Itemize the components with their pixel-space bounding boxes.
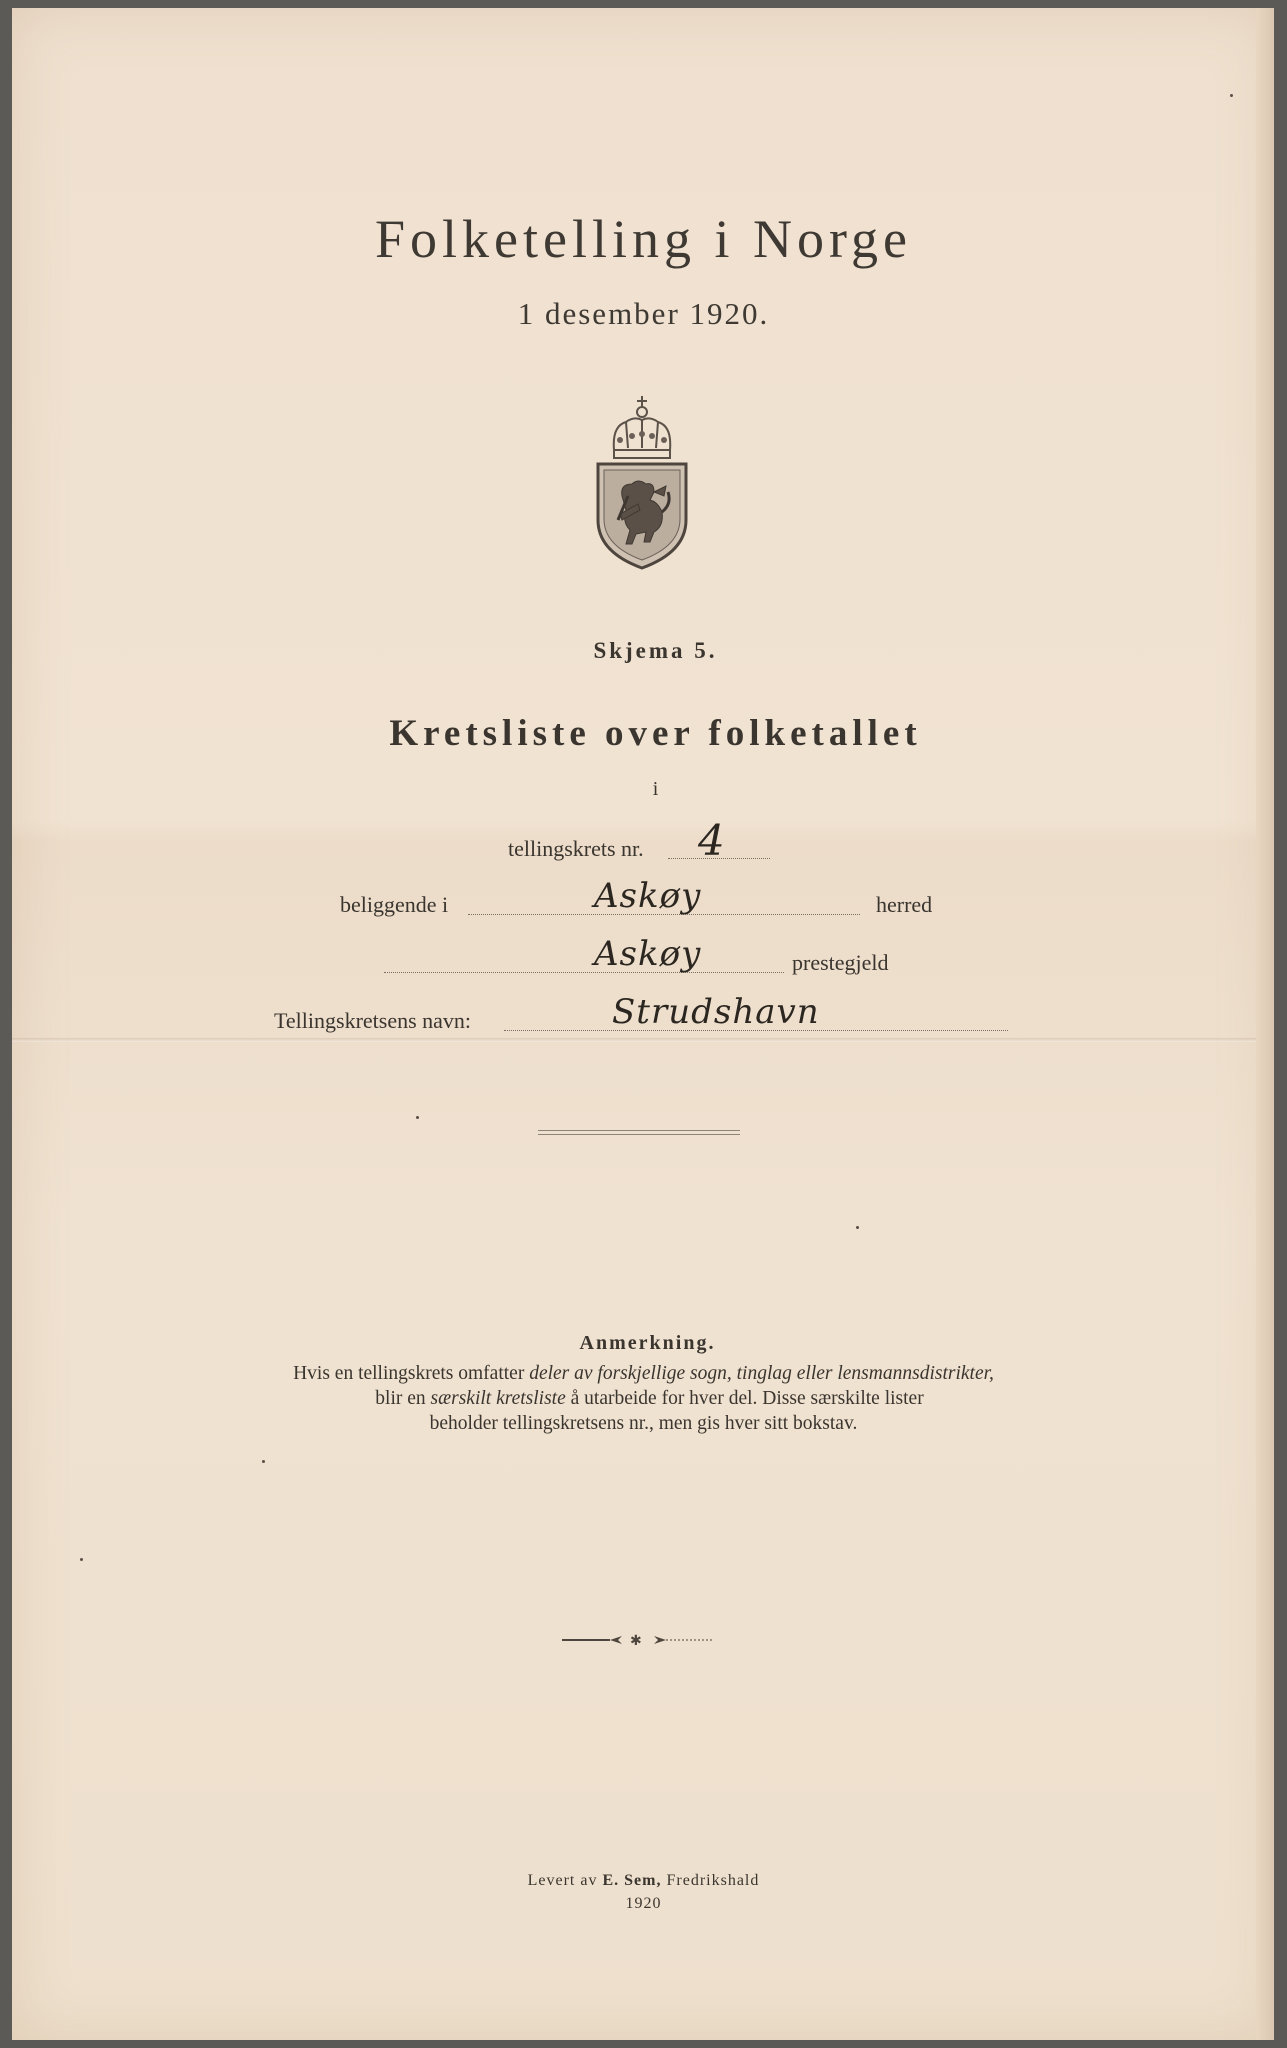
remark-line-1-emphasis: deler av forskjellige sogn, tinglag eller lensmannsdistrikter, <box>529 1363 994 1384</box>
section-divider <box>538 1130 740 1135</box>
printer-year: 1920 <box>625 1895 662 1912</box>
paper-speck <box>856 1226 859 1229</box>
census-date: 1 desember 1920. <box>517 296 770 331</box>
kretsnavn-handwritten: Strudshavn <box>612 992 820 1032</box>
remark-line-1 <box>0 1362 1287 1386</box>
paper-speck <box>80 1558 83 1561</box>
remark-line-2 <box>0 1387 1287 1411</box>
form-heading: Kretsliste over folketallet <box>389 713 922 754</box>
schema-number: Skjema 5. <box>593 638 718 663</box>
printer-name: E. Sem, <box>602 1872 662 1889</box>
prestegjeld-handwritten: Askøy <box>594 934 702 974</box>
paper-fold-line <box>12 1038 1274 1042</box>
norway-coat-of-arms-icon <box>592 392 692 570</box>
paper-speck <box>416 1116 419 1119</box>
printer-credit <box>0 1872 1287 1890</box>
printer-prefix: Levert av <box>527 1872 603 1889</box>
tellingskrets-number-handwritten: 4 <box>698 816 726 865</box>
remark-line-1-text: Hvis en tellingskrets omfatter <box>293 1363 530 1384</box>
tellingskrets-label: tellingskrets nr. <box>508 836 644 861</box>
prestegjeld-label: prestegjeld <box>792 950 889 975</box>
remark-line-3: beholder tellingskretsens nr., men gis hver sitt bokstav. <box>429 1413 858 1434</box>
herred-handwritten: Askøy <box>594 876 702 916</box>
printer-place: Fredrikshald <box>661 1872 760 1889</box>
paper-speck <box>262 1460 265 1463</box>
remark-heading: Anmerkning. <box>579 1332 716 1354</box>
herred-label: herred <box>876 892 933 917</box>
svg-text:✱: ✱ <box>630 1633 642 1648</box>
remark-line-2-text-b: å utarbeide for hver del. Disse særskilte lister <box>565 1388 924 1409</box>
remark-line-2-text-a: blir en <box>375 1388 431 1409</box>
beliggende-label: beliggende i <box>340 892 449 917</box>
ornament-divider-icon <box>562 1632 714 1648</box>
preposition-i: i <box>652 778 659 800</box>
page-title: Folketelling i Norge <box>375 209 912 269</box>
kretsnavn-label: Tellingskretsens navn: <box>274 1008 472 1033</box>
remark-line-2-emphasis: særskilt kretsliste <box>430 1388 566 1409</box>
paper-speck <box>1230 94 1233 97</box>
prestegjeld-dotted-line <box>384 972 784 973</box>
